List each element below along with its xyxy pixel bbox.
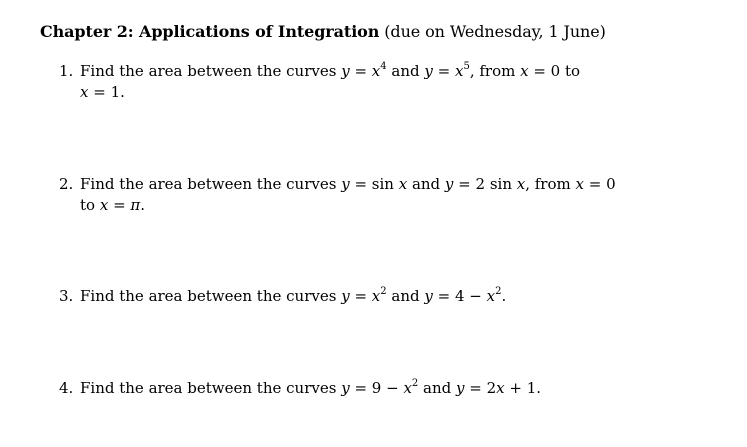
text-run: Find the area between the curves	[80, 175, 342, 193]
math-var: x	[454, 62, 464, 80]
problem-number: 2.	[59, 175, 74, 193]
problem-line	[80, 378, 619, 399]
due-date: (due on Wednesday, 1 June)	[384, 22, 606, 41]
math-op: .	[140, 196, 146, 214]
text-run: Find the area between the curves	[80, 379, 342, 397]
problem-4	[59, 378, 619, 399]
text-run: Find the area between the curves	[80, 62, 342, 80]
math-op: =	[432, 62, 455, 80]
problem-number: 4.	[59, 379, 74, 397]
math-exponent: 2	[411, 378, 419, 389]
math-var: x	[403, 379, 412, 397]
math-op: = 0 to	[528, 62, 581, 80]
math-var: x	[520, 62, 529, 80]
chapter-title: Chapter 2: Applications of Integration	[40, 22, 380, 41]
problem-text	[80, 174, 619, 216]
math-var: x	[486, 287, 496, 305]
math-op: =	[108, 196, 131, 214]
problem-line	[80, 195, 619, 216]
problem-3	[59, 286, 619, 307]
math-var: x	[516, 175, 526, 193]
math-var: y	[444, 175, 454, 193]
problem-2	[59, 174, 619, 216]
text-run: , from	[525, 175, 576, 193]
math-op: = 0	[583, 175, 616, 193]
math-op: .	[501, 287, 507, 305]
problem-line	[80, 82, 619, 103]
math-var: x	[371, 62, 381, 80]
problem-number: 1.	[59, 62, 74, 80]
text-run: and	[418, 379, 457, 397]
math-var: y	[341, 175, 350, 193]
math-var: π	[130, 196, 141, 214]
text-run: , from	[469, 62, 521, 80]
math-var: x	[496, 379, 505, 397]
problem-text	[80, 286, 619, 307]
math-var: y	[424, 287, 433, 305]
math-var: x	[398, 175, 408, 193]
math-var: y	[341, 287, 350, 305]
problem-1	[59, 61, 619, 103]
text-run: and	[407, 175, 445, 193]
text-run: and	[386, 287, 425, 305]
problem-text	[80, 378, 619, 399]
math-var: y	[341, 62, 350, 80]
math-var: y	[456, 379, 465, 397]
math-var: y	[341, 379, 350, 397]
math-op: = 1.	[88, 83, 125, 101]
text-run: Find the area between the curves	[80, 287, 342, 305]
math-op: = 2	[464, 379, 497, 397]
math-var: x	[80, 83, 89, 101]
math-exponent: 5	[463, 61, 470, 72]
text-run: to	[80, 196, 100, 214]
math-exponent: 4	[380, 61, 387, 72]
problem-line	[80, 286, 619, 307]
math-op: =	[349, 62, 372, 80]
math-var: y	[424, 62, 433, 80]
math-op: = 9 −	[349, 379, 404, 397]
math-var: x	[371, 287, 381, 305]
problem-text	[80, 61, 619, 103]
text-run: and	[386, 62, 425, 80]
problem-line	[80, 174, 619, 195]
math-op: =	[349, 287, 372, 305]
math-exponent: 2	[495, 286, 502, 297]
page-title	[40, 22, 606, 41]
math-var: x	[575, 175, 584, 193]
math-op: = sin	[349, 175, 399, 193]
problem-number: 3.	[59, 287, 74, 305]
math-op: = 4 −	[432, 287, 487, 305]
problem-line	[80, 61, 619, 82]
math-op: = 2 sin	[453, 175, 517, 193]
math-exponent: 2	[380, 286, 387, 297]
math-var: x	[99, 196, 109, 214]
math-op: + 1.	[504, 379, 542, 397]
